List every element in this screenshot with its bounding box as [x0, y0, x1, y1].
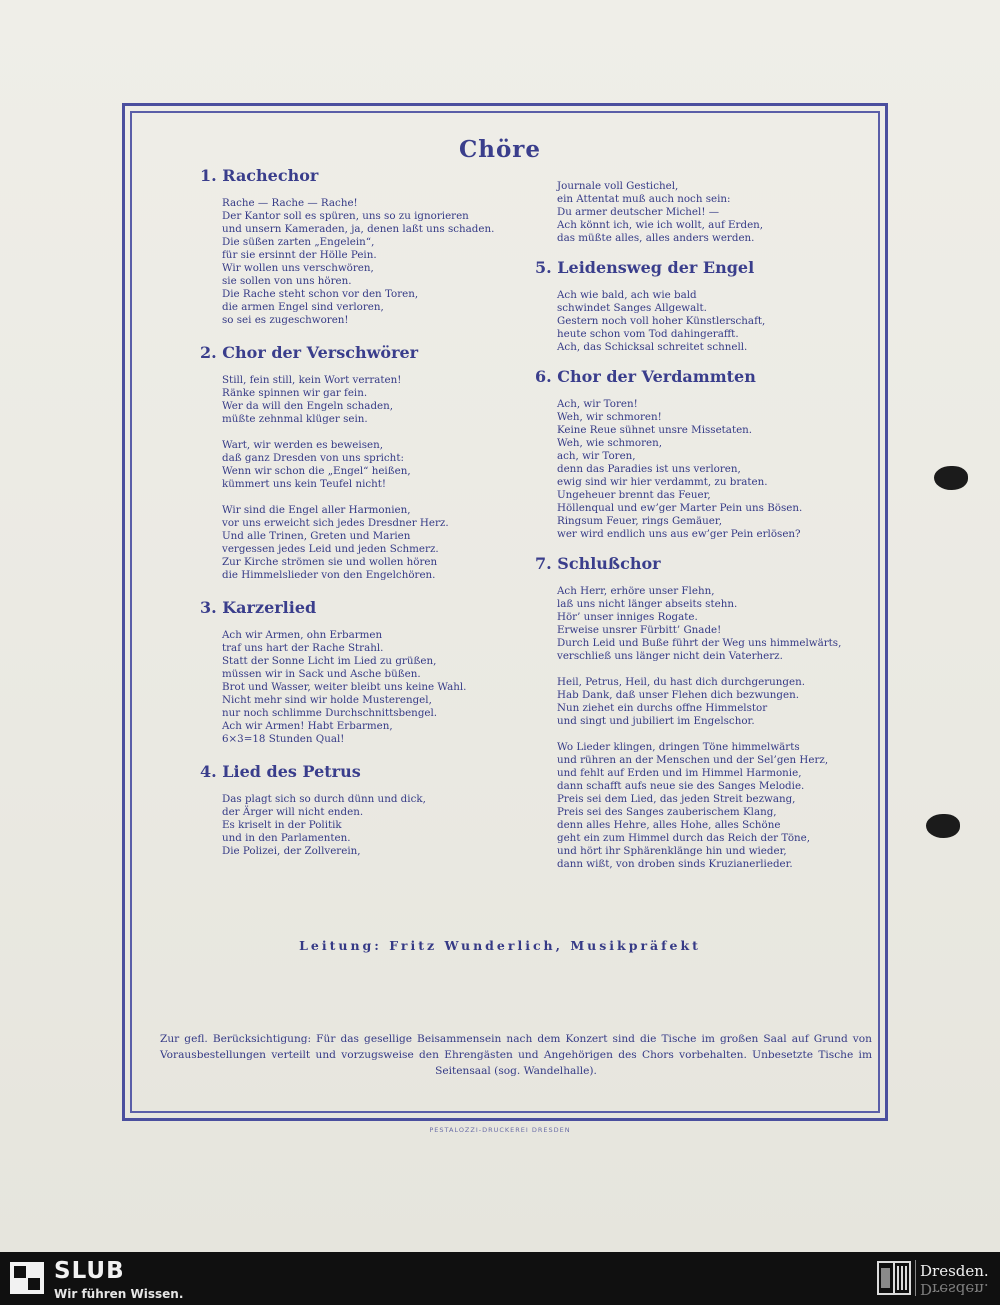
punch-hole-icon: [934, 466, 968, 490]
verse-line: und singt und jubiliert im Engelschor.: [557, 715, 755, 727]
verse-line: Hör’ unser inniges Rogate.: [557, 611, 698, 623]
stanza: [222, 374, 530, 426]
song-section: [200, 166, 530, 327]
song-heading: 2. Chor der Verschwörer: [200, 343, 419, 362]
verse-line: Ach, das Schicksal schreitet schnell.: [557, 341, 748, 353]
verse-line: Höllenqual und ew’ger Marter Pein uns Bösen.: [557, 502, 803, 514]
stanza: [222, 197, 530, 327]
song-section: [535, 180, 865, 245]
verse-line: ach, wir Toren,: [557, 450, 636, 462]
verse-line: und in den Parlamenten.: [222, 832, 351, 844]
verse-line: Gestern noch voll hoher Künstlerschaft,: [557, 315, 766, 327]
verse-line: kümmert uns kein Teufel nicht!: [222, 478, 387, 490]
song-section: [200, 598, 530, 746]
verse-line: ein Attentat muß auch noch sein:: [557, 193, 731, 205]
right-column: [535, 180, 865, 884]
verse-line: Weh, wie schmoren,: [557, 437, 663, 449]
verse-line: Die süßen zarten „Engelein“,: [222, 236, 375, 248]
verse-line: Statt der Sonne Licht im Lied zu grüßen,: [222, 655, 437, 667]
verse-line: Du armer deutscher Michel! —: [557, 206, 720, 218]
song-heading: 1. Rachechor: [200, 166, 319, 185]
conductor-credit: Leitung: Fritz Wunderlich, Musikpräfekt: [299, 938, 701, 953]
verse-line: Wir sind die Engel aller Harmonien,: [222, 504, 411, 516]
stanza: [557, 741, 865, 871]
verse-line: Das plagt sich so durch dünn und dick,: [222, 793, 426, 805]
verse-line: Wer da will den Engeln schaden,: [222, 400, 394, 412]
verse-line: der Ärger will nicht enden.: [222, 806, 364, 818]
verse-line: vor uns erweicht sich jedes Dresdner Herz.: [222, 517, 449, 529]
stanza: [222, 793, 530, 858]
stanza: [557, 180, 865, 245]
verse-line: und unsern Kameraden, ja, denen laßt uns schaden.: [222, 223, 495, 235]
song-section: [200, 343, 530, 582]
song-heading: 3. Karzerlied: [200, 598, 317, 617]
verse-line: Durch Leid und Buße führt der Weg uns himmelwärts,: [557, 637, 842, 649]
verse-line: Ach wir Armen, ohn Erbarmen: [222, 629, 383, 641]
verse-line: 6×3=18 Stunden Qual!: [222, 733, 345, 745]
stanza: [222, 439, 530, 491]
verse-line: und rühren an der Menschen und der Sel’gen Herz,: [557, 754, 829, 766]
song-heading: 4. Lied des Petrus: [200, 762, 361, 781]
dresden-coat-of-arms-icon[interactable]: [876, 1260, 912, 1296]
song-heading: 5. Leidensweg der Engel: [535, 258, 755, 277]
verse-line: müßte zehnmal klüger sein.: [222, 413, 368, 425]
printer-imprint: PESTALOZZI-DRUCKEREI DRESDEN: [429, 1126, 571, 1134]
verse-line: Weh, wir schmoren!: [557, 411, 662, 423]
verse-line: Nicht mehr sind wir holde Musterengel,: [222, 694, 432, 706]
stanza: [222, 629, 530, 746]
verse-line: traf uns hart der Rache Strahl.: [222, 642, 384, 654]
verse-line: die Himmelslieder von den Engelchören.: [222, 569, 436, 581]
page-title: Chöre: [458, 136, 542, 163]
verse-line: denn das Paradies ist uns verloren,: [557, 463, 741, 475]
verse-line: Ringsum Feuer, rings Gemäuer,: [557, 515, 722, 527]
verse-line: verschließ uns länger nicht dein Vaterherz.: [557, 650, 783, 662]
verse-line: Der Kantor soll es spüren, uns so zu ignorieren: [222, 210, 469, 222]
verse-line: und fehlt auf Erden und im Himmel Harmonie,: [557, 767, 802, 779]
verse-line: Wo Lieder klingen, dringen Töne himmelwärts: [557, 741, 800, 753]
verse-line: Ränke spinnen wir gar fein.: [222, 387, 368, 399]
verse-line: Still, fein still, kein Wort verraten!: [222, 374, 402, 386]
song-heading: 6. Chor der Verdammten: [535, 367, 756, 386]
verse-line: das müßte alles, alles anders werden.: [557, 232, 755, 244]
dresden-name[interactable]: Dresden.: [920, 1262, 989, 1280]
verse-line: Preis sei dem Lied, das jeden Streit bezwang,: [557, 793, 796, 805]
verse-line: und hört ihr Sphärenklänge hin und wieder,: [557, 845, 787, 857]
verse-line: Zur Kirche strömen sie und wollen hören: [222, 556, 438, 568]
verse-line: dann wißt, von droben sinds Kruzianerlieder.: [557, 858, 793, 870]
verse-line: Journale voll Gestichel,: [557, 180, 679, 192]
verse-line: Hab Dank, daß unser Flehen dich bezwungen.: [557, 689, 800, 701]
verse-line: dann schafft aufs neue sie des Sanges Melodie.: [557, 780, 805, 792]
verse-line: geht ein zum Himmel durch das Reich der Töne,: [557, 832, 811, 844]
verse-line: Ungeheuer brennt das Feuer,: [557, 489, 711, 501]
slub-tagline: Wir führen Wissen.: [54, 1287, 184, 1301]
song-section: [535, 367, 865, 541]
stanza: [557, 676, 865, 728]
verse-line: Preis sei des Sanges zauberischem Klang,: [557, 806, 777, 818]
verse-line: denn alles Hehre, alles Hohe, alles Schöne: [557, 819, 781, 831]
stanza: [557, 585, 865, 663]
verse-line: vergessen jedes Leid und jeden Schmerz.: [222, 543, 439, 555]
verse-line: Heil, Petrus, Heil, du hast dich durchgerungen.: [557, 676, 806, 688]
punch-hole-icon: [926, 814, 960, 838]
verse-line: Ach, wir Toren!: [557, 398, 638, 410]
verse-line: Die Rache steht schon vor den Toren,: [222, 288, 419, 300]
verse-line: Ach könnt ich, wie ich wollt, auf Erden,: [557, 219, 764, 231]
verse-line: nur noch schlimme Durchschnittsbengel.: [222, 707, 438, 719]
stanza: [557, 289, 865, 354]
footer-divider: [915, 1260, 916, 1296]
verse-line: schwindet Sanges Allgewalt.: [557, 302, 707, 314]
verse-line: Nun ziehet ein durchs offne Himmelstor: [557, 702, 768, 714]
verse-line: Ach wie bald, ach wie bald: [557, 289, 697, 301]
song-section: [200, 762, 530, 858]
verse-line: heute schon vom Tod dahingerafft.: [557, 328, 739, 340]
stanza: [222, 504, 530, 582]
verse-line: Rache — Rache — Rache!: [222, 197, 358, 209]
song-section: [535, 258, 865, 354]
slub-name[interactable]: SLUB: [54, 1258, 125, 1284]
verse-line: Ach wir Armen! Habt Erbarmen,: [222, 720, 393, 732]
verse-line: laß uns nicht länger abseits stehn.: [557, 598, 738, 610]
verse-line: Wir wollen uns verschwören,: [222, 262, 374, 274]
verse-line: für sie ersinnt der Hölle Pein.: [222, 249, 377, 261]
verse-line: die armen Engel sind verloren,: [222, 301, 384, 313]
verse-line: Es kriselt in der Politik: [222, 819, 342, 831]
verse-line: so sei es zugeschworen!: [222, 314, 349, 326]
verse-line: Die Polizei, der Zollverein,: [222, 845, 361, 857]
verse-line: wer wird endlich uns aus ew’ger Pein erlösen?: [557, 528, 801, 540]
verse-line: Wart, wir werden es beweisen,: [222, 439, 383, 451]
verse-line: daß ganz Dresden von uns spricht:: [222, 452, 404, 464]
stanza: [557, 398, 865, 541]
slub-logo-icon[interactable]: [10, 1262, 44, 1294]
verse-line: Ach Herr, erhöre unser Flehn,: [557, 585, 715, 597]
song-section: [535, 554, 865, 871]
dresden-name-reflection: Dresden.: [920, 1280, 989, 1298]
verse-line: Brot und Wasser, weiter bleibt uns keine Wahl.: [222, 681, 467, 693]
left-column: [200, 166, 530, 871]
verse-line: Wenn wir schon die „Engel“ heißen,: [222, 465, 411, 477]
verse-line: sie sollen von uns hören.: [222, 275, 352, 287]
seating-note: Zur gefl. Berücksichtigung: Für das gesellige Beisammensein nach dem Konzert sind die Tische im großen Saal auf Grund von Vorausbestellungen verteilt und vorzugsweise den Ehrengästen und Angehörigen des Chors vorbehalten. Unbesetzte Tische im Seitensaal (sog. Wandelhalle).: [160, 1033, 872, 1077]
verse-line: ewig sind wir hier verdammt, zu braten.: [557, 476, 768, 488]
verse-line: Und alle Trinen, Greten und Marien: [222, 530, 411, 542]
verse-line: Erweise unsrer Fürbitt’ Gnade!: [557, 624, 722, 636]
verse-line: Keine Reue sühnet unsre Missetaten.: [557, 424, 753, 436]
verse-line: müssen wir in Sack und Asche büßen.: [222, 668, 421, 680]
song-heading: 7. Schlußchor: [535, 554, 661, 573]
